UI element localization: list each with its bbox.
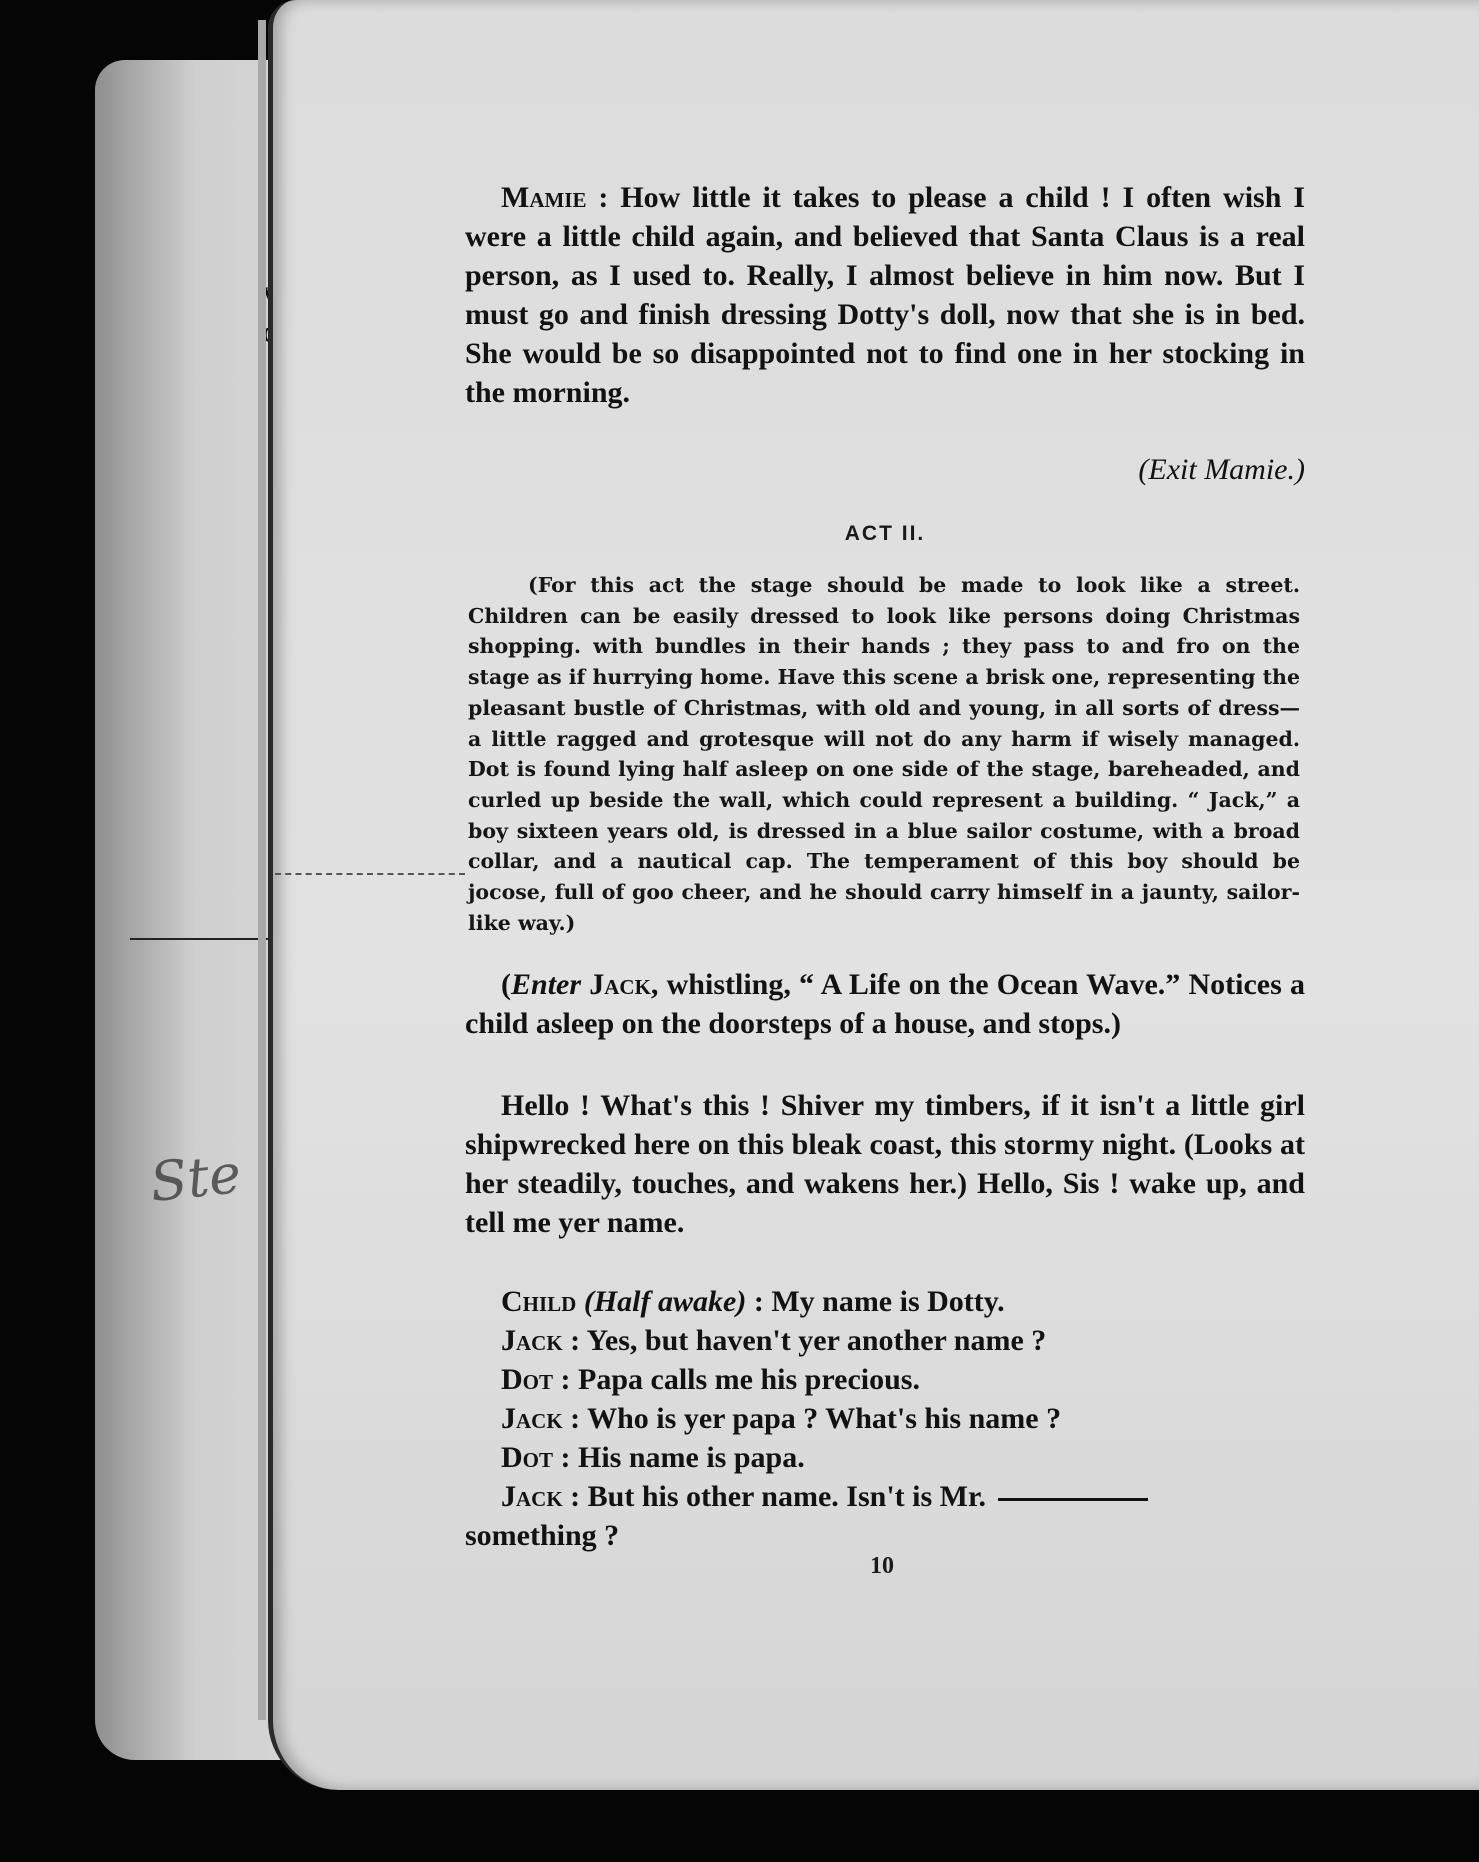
dialogue-line (465, 1321, 1305, 1360)
line-text: : My name is Dotty. (746, 1285, 1005, 1318)
page-number: 10 (870, 1553, 894, 1579)
dialogue-line (465, 1399, 1305, 1438)
speaker-name: Jack (501, 1324, 563, 1357)
speaker-name: Jack (589, 968, 651, 1001)
stage-direction (468, 570, 1300, 938)
line-text: : But his other name. Isn't is Mr. (562, 1480, 987, 1513)
dialogue-line (465, 1282, 1305, 1321)
speaker-name: Mamie (501, 181, 587, 214)
handwritten-signature: Ste (147, 1141, 244, 1215)
act-heading: ACT II. (844, 522, 926, 545)
dialogue-line (465, 1438, 1305, 1477)
page-fold-crease (275, 873, 465, 875)
enter-word: Enter (511, 968, 582, 1001)
speaker-name: Jack (501, 1480, 563, 1513)
stage-note: (Half awake) (583, 1285, 747, 1318)
paren: ( (501, 968, 511, 1001)
speaker-name: Child (501, 1285, 577, 1318)
jack-speech-text: Hello ! What's this ! Shiver my timbers, if it isn't a little girl shipwrecked here on this bleak coast, this stormy night. (Looks at her steadily, touches, and wakens her.) Hello, Sis ! wake up, and tell me yer name. (465, 1089, 1305, 1239)
mamie-speech (465, 178, 1305, 412)
direction-text: , whistling, “ A Life on the Ocean Wave.” Notices a child asleep on the doorsteps of a house, and stops.) (465, 968, 1306, 1040)
jack-speech (465, 1086, 1305, 1242)
enter-jack-direction (465, 965, 1305, 1043)
stage-direction-text: (For this act the stage should be made to look like a street. Children can be easily dressed to look like persons doing Christmas shopping. with bundles in their hands ; they pass to and fro on the stage as if hurrying home. Have this scene a brisk one, representing the pleasant bustle of Christmas, with old and young, in all sorts of dress—a little ragged and grotesque will not do any harm if wisely managed. Dot is found lying half asleep on one side of the stage, bareheaded, and curled up beside the wall, which could represent a building. “ Jack,” a boy sixteen years old, is dressed in a blue sailor costume, with a broad collar, and a nautical cap. The temperament of this boy should be jocose, full of goo cheer, and he should carry himself in a jaunty, sailor-like way.) (468, 573, 1300, 935)
line-text: : His name is papa. (553, 1441, 805, 1474)
em-dash-rule (998, 1498, 1148, 1501)
dialogue-line (465, 1360, 1305, 1399)
speaker-name: Jack (501, 1402, 563, 1435)
dialogue-block (465, 1282, 1305, 1555)
final-line: something ? (465, 1519, 620, 1552)
speaker-name: Dot (501, 1441, 554, 1474)
speaker-name: Dot (501, 1363, 554, 1396)
page-edge (258, 20, 266, 1720)
dialogue-line (465, 1477, 1305, 1516)
exit-direction: (Exit Mamie.) (1138, 453, 1305, 486)
speech-text: : How little it takes to please a child ! I often wish I were a little child again, and believed that Santa Claus is a real person, as I used to. Really, I almost believe in him now. But I must go and finish dressing Dotty's doll, now that she is in bed. She would be so disappointed not to find one in her stocking in the morning. (465, 181, 1305, 409)
line-text: : Yes, but haven't yer another name ? (562, 1324, 1047, 1357)
line-text: : Who is yer papa ? What's his name ? (562, 1402, 1062, 1435)
line-text: : Papa calls me his precious. (553, 1363, 920, 1396)
